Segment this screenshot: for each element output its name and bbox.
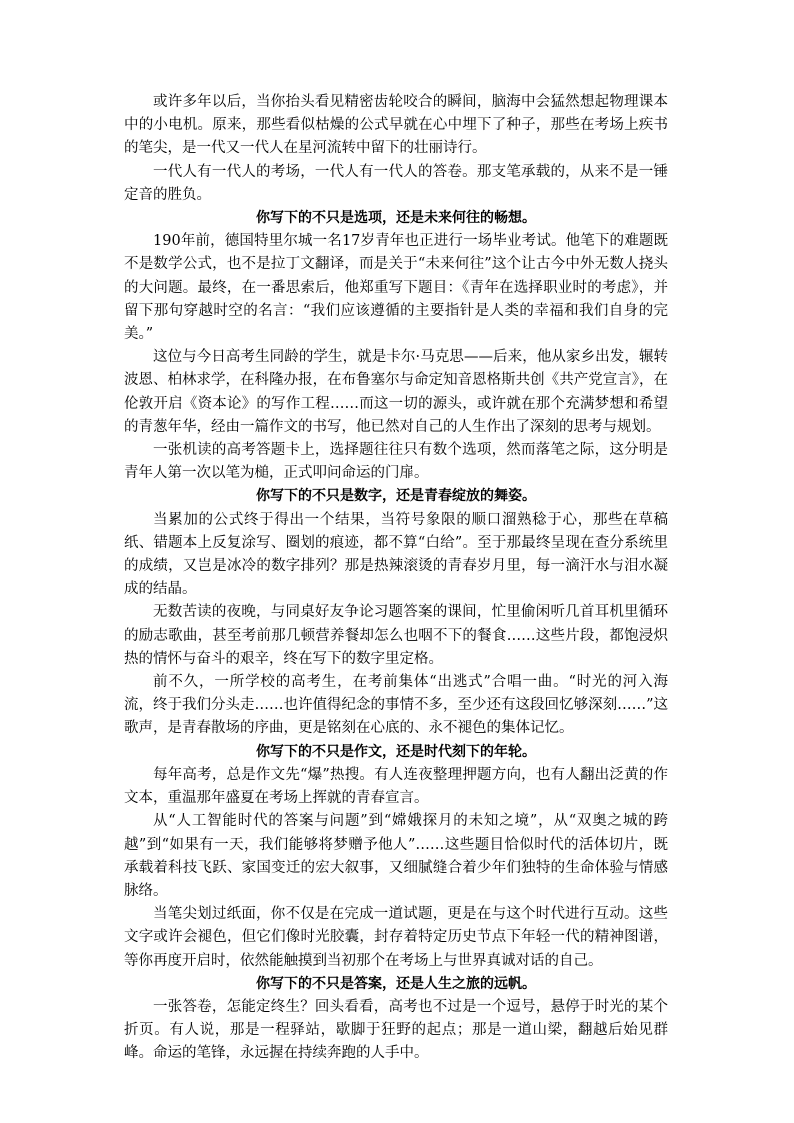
paragraph: 当累加的公式终于得出一个结果，当符号象限的顺口溜熟稔于心，那些在草稿纸、错题本上反复涂写、圈划的痕迹，都不算“白给”。至于那最终呈现在查分系统里的成绩，又岂是冰冷的数字排列？那是热辣滚烫的青春岁月里，每一滴汗水与泪水凝成的结晶。	[124, 511, 668, 598]
paragraph: 一代人有一代人的考场，一代人有一代人的答卷。那支笔承载的，从来不是一锤定音的胜负。	[124, 163, 668, 203]
section-heading: 你写下的不只是答案，还是人生之旅的远帆。	[256, 975, 536, 992]
paragraph: 前不久，一所学校的高考生，在考前集体“出逃式”合唱一曲。“时光的河入海流，终于我们分头走……也许值得纪念的事情不多，至少还有这段回忆够深刻……”这歌声，是青春散场的序曲，更是铭刻在心底的、永不褪色的集体记忆。	[124, 674, 668, 737]
paragraph: 190年前，德国特里尔城一名17岁青年也正进行一场毕业考试。他笔下的难题既不是数学公式，也不是拉丁文翻译，而是关于“未来何往”这个让古今中外无数人挠头的大问题。最终，在一番思索后，他郑重写下题目：《青年在选择职业时的考虑》，并留下那句穿越时空的名言：“我们应该遵循的主要指针是人类的幸福和我们自身的完美。”	[124, 233, 668, 343]
paragraph: 每年高考，总是作文先“爆”热搜。有人连夜整理押题方向，也有人翻出泛黄的作文本，重温那年盛夏在考场上挥就的青春宣言。	[124, 766, 668, 807]
paragraph: 从“人工智能时代的答案与问题”到“嫦娥探月的未知之境”，从“双奥之城的跨越”到“如果有一天，我们能够将梦赠予他人”……这些题目恰似时代的活体切片，既承载着科技飞跃、家国变迁的宏大叙事，又细腻缝合着少年们独特的生命体验与情感脉络。	[124, 813, 668, 899]
paragraph: 或许多年以后，当你抬头看见精密齿轮咬合的瞬间，脑海中会猛然想起物理课本中的小电机。原来，那些看似枯燥的公式早就在心中埋下了种子，那些在考场上疾书的笔尖，是一代又一代人在星河流转中留下的壮丽诗行。	[124, 94, 668, 157]
section-heading: 你写下的不只是数字，还是青春绽放的舞姿。	[256, 488, 536, 505]
section-heading: 你写下的不只是作文，还是时代刻下的年轮。	[256, 743, 536, 760]
paragraph: 无数苦读的夜晚，与同桌好友争论习题答案的课间，忙里偷闲听几首耳机里循环的励志歌曲，甚至考前那几顿营养餐却怎么也咽不下的餐食……这些片段，都饱浸炽热的情怀与奋斗的艰辛，终在写下的数字里定格。	[124, 604, 668, 667]
paragraph: 当笔尖划过纸面，你不仅是在完成一道试题，更是在与这个时代进行互动。这些文字或许会褪色，但它们像时光胶囊，封存着特定历史节点下年轻一代的精神图谱，等你再度开启时，依然能触摸到当初那个在考场上与世界真诚对话的自己。	[124, 906, 668, 969]
paragraph: 一张答卷，怎能定终生？回头看看，高考也不过是一个逗号，悬停于时光的某个折页。有人说，那是一程驿站，歇脚于狂野的起点；那是一道山梁，翻越后始见群峰。命运的笔锋，永远握在持续奔跑的人手中。	[124, 998, 668, 1062]
paragraph: 一张机读的高考答题卡上，选择题往往只有数个选项，然而落笔之际，这分明是青年人第一次以笔为槌，正式叩问命运的门扉。	[124, 442, 668, 482]
section-heading: 你写下的不只是选项，还是未来何往的畅想。	[256, 210, 536, 227]
article-body	[124, 91, 668, 1066]
paragraph: 这位与今日高考生同龄的学生，就是卡尔·马克思——后来，他从家乡出发，辗转波恩、柏林求学，在科隆办报，在布鲁塞尔与命定知音恩格斯共创《共产党宣言》，在伦敦开启《资本论》的写作工程……而这一切的源头，或许就在那个充满梦想和希望的青葱年华，经由一篇作文的书写，他已然对自己的人生作出了深刻的思考与规划。	[124, 349, 668, 435]
